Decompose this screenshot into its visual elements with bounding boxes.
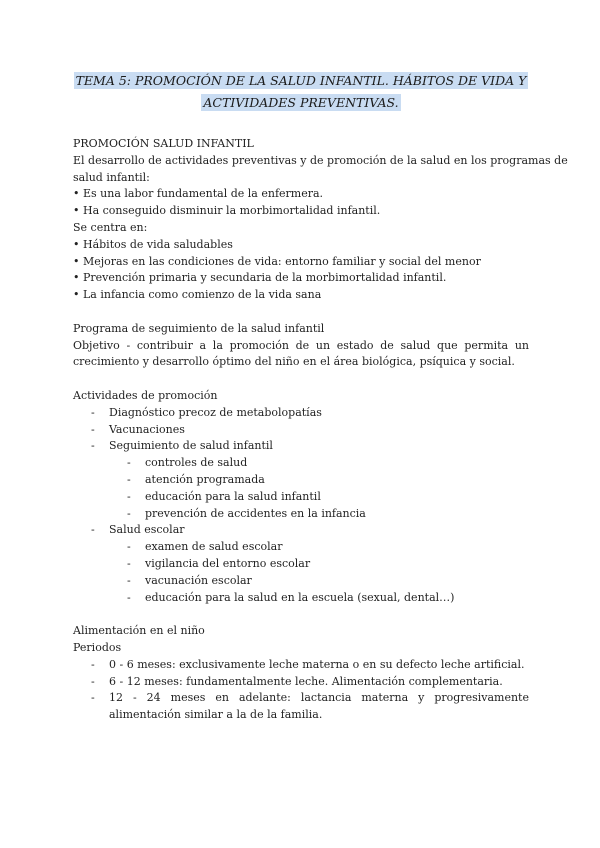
document-page — [73, 70, 568, 724]
sub-list-item: - educación para la salud infantil — [73, 489, 529, 506]
section-heading-actividades: Actividades de promoción — [73, 388, 218, 402]
sub-list-item: - atención programada — [73, 472, 529, 489]
bullet-item: • Ha conseguido disminuir la morbimortalidad infantil. — [73, 204, 381, 218]
title-line-1: TEMA 5: PROMOCIÓN DE LA SALUD INFANTIL. HÁBITOS DE VIDA Y — [75, 73, 527, 88]
bullet-item: • Mejoras en las condiciones de vida: entorno familiar y social del menor — [73, 254, 481, 268]
sub-list-item: - vigilancia del entorno escolar — [73, 556, 529, 573]
intro-text-line-1: El desarrollo de actividades preventivas y de promoción de la salud en los programas de — [73, 153, 568, 167]
section-heading-promocion: PROMOCIÓN SALUD INFANTIL — [73, 137, 254, 150]
title-line-2: ACTIVIDADES PREVENTIVAS. — [203, 95, 399, 110]
bullet-item: • La infancia como comienzo de la vida sana — [73, 288, 322, 302]
list-item: - Diagnóstico precoz de metabolopatías — [73, 405, 529, 422]
sub-list-item: - prevención de accidentes en la infancia — [73, 506, 529, 523]
periodos-label: Periodos — [73, 640, 122, 654]
bullet-item: • Es una labor fundamental de la enfermera. — [73, 187, 324, 201]
section-heading-programa: Programa de seguimiento de la salud infantil — [73, 321, 325, 335]
list-item: - 6 - 12 meses: fundamentalmente leche. Alimentación complementaria. — [73, 674, 529, 691]
list-item: - Salud escolar — [73, 522, 529, 539]
list-item: - 12 - 24 meses en adelante: lactancia materna y progresivamente alimentación similar a la de la familia. — [73, 690, 529, 724]
list-item: - Seguimiento de salud infantil — [73, 438, 529, 455]
list-item: - Vacunaciones — [73, 422, 529, 439]
bullet-item: • Prevención primaria y secundaria de la morbimortalidad infantil. — [73, 271, 447, 285]
list-item: - 0 - 6 meses: exclusivamente leche materna o en su defecto leche artificial. — [73, 657, 529, 674]
sub-list-item: - educación para la salud en la escuela (sexual, dental…) — [73, 590, 529, 607]
centra-label: Se centra en: — [73, 220, 148, 234]
sub-list-item: - vacunación escolar — [73, 573, 529, 590]
objetivo-text: Objetivo - contribuir a la promoción de un estado de salud que permita un crecimiento y desarrollo óptimo del niño en el área biológica, psíquica y social. — [73, 338, 529, 369]
sub-list-item: - examen de salud escolar — [73, 539, 529, 556]
intro-text-line-2: salud infantil: — [73, 170, 150, 184]
page-title — [73, 70, 529, 114]
section-heading-alimentacion: Alimentación en el niño — [73, 624, 205, 638]
bullet-item: • Hábitos de vida saludables — [73, 237, 233, 251]
sub-list-item: - controles de salud — [73, 455, 529, 472]
